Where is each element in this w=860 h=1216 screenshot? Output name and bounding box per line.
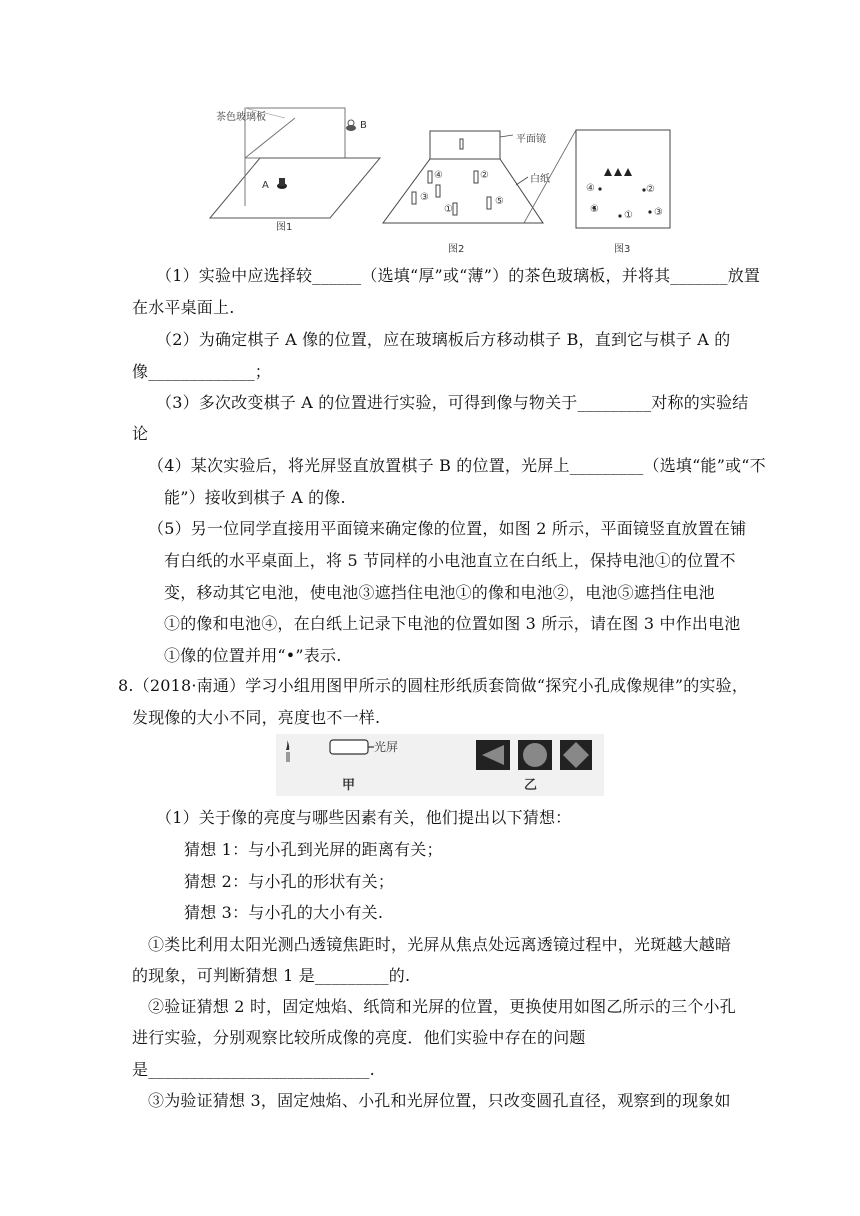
fig2-mirror-label: 平面镜 — [516, 134, 546, 145]
q7-part5-line3: 变，移动其它电池，使电池③遮挡住电池①的像和电池②，电池⑤遮挡住电池 — [164, 583, 715, 602]
q8-figure-yi — [472, 738, 594, 772]
q8-sub1-line1: ①类比利用太阳光测凸透镜焦距时，光屏从焦点处远离透镜过程中，光斑越大越暗 — [148, 935, 732, 954]
q7-part5-line4: ①的像和电池④，在白纸上记录下电池的位置如图 3 所示，请在图 3 中作出电池 — [164, 614, 741, 633]
q8-guess2: 猜想 2：与小孔的形状有关； — [184, 872, 395, 891]
q7-part5-line5: ①像的位置并用“•”表示. — [164, 646, 342, 665]
q7-part4-line1: （4）某次实验后，将光屏竖直放置棋子 B 的位置，光屏上_________（选填“能”或“不 — [148, 456, 766, 475]
q8-heading-line2: 发现像的大小不同，亮度也不一样. — [132, 708, 381, 727]
fig1-piece-a-label: A — [262, 180, 269, 191]
q8-screen-label: 光屏 — [374, 740, 399, 754]
fig3-cell-5: ⑤ — [590, 204, 599, 215]
fig2-caption: 图2 — [448, 244, 465, 255]
fig3-cell-4: ④ — [586, 183, 595, 194]
q7-part4-line2: 能”）接收到棋子 A 的像. — [164, 488, 346, 507]
q7-part2-line1: （2）为确定棋子 A 像的位置，应在玻璃板后方移动棋子 B，直到它与棋子 A 的 — [156, 330, 731, 349]
q8-sub2-line2: 进行实验，分别观察比较所成像的亮度．他们实验中存在的问题 — [132, 1028, 586, 1047]
q8-sub1-line2: 的现象，可判断猜想 1 是_________的. — [132, 966, 411, 985]
fig2-cell-5: ⑤ — [495, 196, 504, 207]
q8-sub2-line1: ②验证猜想 2 时，固定烛焰、纸筒和光屏的位置，更换使用如图乙所示的三个小孔 — [148, 997, 736, 1016]
fig2-cell-2: ② — [480, 170, 489, 181]
q7-part5-line2: 有白纸的水平桌面上，将 5 节同样的小电池直立在白纸上，保持电池①的位置不 — [164, 551, 736, 570]
q8-guess3: 猜想 3：与小孔的大小有关. — [184, 903, 384, 922]
q8-yi-label: 乙 — [524, 778, 538, 793]
fig3-caption: 图3 — [614, 244, 631, 255]
fig2-cell-3: ③ — [420, 192, 429, 203]
fig1-glass-label: 茶色玻璃板 — [216, 112, 266, 123]
q8-jia-label: 甲 — [342, 778, 356, 793]
fig3-cell-3: ③ — [654, 207, 663, 218]
q8-sub3-line1: ③为验证猜想 3，固定烛焰、小孔和光屏位置，只改变圆孔直径，观察到的现象如 — [148, 1091, 731, 1110]
q7-part5-line1: （5）另一位同学直接用平面镜来确定像的位置，如图 2 所示，平面镜竖直放置在铺 — [148, 519, 747, 538]
fig2-cell-1: ① — [444, 204, 453, 215]
q8-part1: （1）关于像的亮度与哪些因素有关，他们提出以下猜想： — [156, 808, 572, 827]
q7-part1-line2: 在水平桌面上. — [132, 298, 235, 317]
q8-heading-line1: 8.（2018·南通）学习小组用图甲所示的圆柱形纸质套筒做“探究小孔成像规律”的实验， — [118, 676, 749, 695]
q7-part3-line2: 论 — [132, 424, 149, 443]
q8-guess1: 猜想 1：与小孔到光屏的距离有关； — [184, 840, 443, 859]
q7-part3-line1: （3）多次改变棋子 A 的位置进行实验，可得到像与物关于_________对称的实验结 — [156, 393, 749, 412]
fig2-paper-label: 白纸 — [530, 174, 550, 185]
q7-part1-line1: （1）实验中应选择较______（选填“厚”或“薄”）的茶色玻璃板，并将其_______放置 — [156, 266, 761, 285]
fig3-cell-2: ② — [646, 184, 655, 195]
fig3-cell-1: ① — [624, 210, 633, 221]
q8-sub2-line3: 是___________________________. — [132, 1060, 375, 1079]
fig2-cell-4: ④ — [434, 170, 443, 181]
fig1-piece-b-label: B — [360, 120, 367, 131]
fig1-caption: 图1 — [276, 222, 293, 233]
q7-part2-line2: 像_____________； — [132, 362, 272, 381]
fig2-fig3-connector — [520, 128, 580, 228]
